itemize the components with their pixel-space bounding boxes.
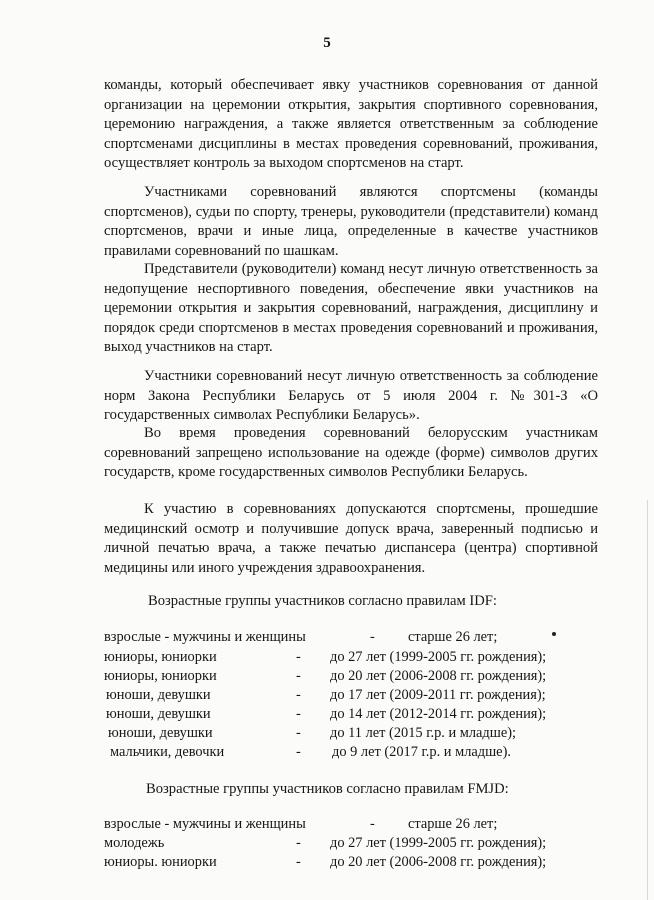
paragraph-medical-admission: К участию в соревнованиях допускаются спортсмены, прошедшие медицинский осмотр и получившие допуск врача, заверенный подписью и личной печатью врача, а также печатью диспансера (центра) спортивной медицины или иного учреждения здравоохранения.: [104, 501, 598, 576]
age-group-range: до 20 лет (2006-2008 гг. рождения);: [330, 668, 547, 684]
age-group-name: юноши, девушки: [106, 706, 211, 722]
age-group-dash: -: [296, 687, 301, 703]
age-group-dash: -: [370, 816, 375, 832]
age-group-dash: -: [296, 725, 301, 741]
age-group-range: до 11 лет (2015 г.р. и младше);: [330, 725, 517, 741]
age-group-name: мальчики, девочки: [110, 744, 225, 760]
scan-edge-line: [647, 500, 648, 900]
idf-age-groups-title: Возрастные группы участников согласно правилам IDF:: [148, 593, 497, 609]
age-group-name: взрослые - мужчины и женщины: [104, 816, 306, 832]
paragraph-symbols-on-clothing: Во время проведения соревнований белорусским участникам соревнований запрещено использование на одежде (форме) символов других государств, кроме государственных символов Республики Беларусь.: [104, 425, 598, 481]
age-group-range: до 14 лет (2012-2014 гг. рождения);: [330, 706, 547, 722]
age-group-range: старше 26 лет;: [408, 816, 498, 832]
age-group-dash: -: [296, 668, 301, 684]
age-group-range: до 27 лет (1999-2005 гг. рождения);: [330, 649, 547, 665]
age-group-range: до 27 лет (1999-2005 гг. рождения);: [330, 835, 547, 851]
age-group-dash: -: [370, 629, 375, 645]
paragraph-team-responsibility: команды, который обеспечивает явку участников соревнования от данной организации на церемонии открытия, закрытия спортивного соревнования, церемонию награждения, а также является ответственным за соблюдение спортсменами дисциплины в местах проведения соревнований, проживания, осуществляет контроль за выходом спортсменов на старт.: [104, 77, 598, 172]
age-group-name: молодежь: [104, 835, 165, 851]
age-group-name: юноши, девушки: [106, 687, 211, 703]
paragraph-participants: Участниками соревнований являются спортсмены (команды спортсменов), судьи по спорту, тренеры, руководители (представители) команд спортсменов, врачи и иные лица, определенные в качестве участников правилами соревнований по шашкам.: [104, 184, 598, 259]
age-group-name: взрослые - мужчины и женщины: [104, 629, 306, 645]
age-group-dash: -: [296, 706, 301, 722]
page-number: 5: [323, 35, 331, 51]
age-group-range: до 20 лет (2006-2008 гг. рождения);: [330, 854, 547, 870]
age-group-name: юниоры, юниорки: [104, 668, 217, 684]
paragraph-representatives: Представители (руководители) команд несут личную ответственность за недопущение неспортивного поведения, обеспечение явки участников на церемонии открытия и закрытия соревнований, награждения, дисциплину и порядок среди спортсменов в местах проведения соревнований и проживания, выход участников на старт.: [104, 261, 598, 356]
age-group-dash: -: [296, 835, 301, 851]
age-group-dash: -: [296, 744, 301, 760]
age-group-name: юноши, девушки: [108, 725, 213, 741]
age-group-range: до 9 лет (2017 г.р. и младше).: [332, 744, 511, 760]
paragraph-state-symbols-law: Участники соревнований несут личную ответственность за соблюдение норм Закона Республики Беларусь от 5 июля 2004 г. №301-З «О государственных символах Республики Беларусь».: [104, 368, 598, 424]
fmjd-age-groups-title: Возрастные группы участников согласно правилам FMJD:: [146, 781, 509, 797]
age-group-range: до 17 лет (2009-2011 гг. рождения);: [330, 687, 546, 703]
age-group-name: юниоры, юниорки: [104, 649, 217, 665]
age-group-dash: -: [296, 854, 301, 870]
age-group-dash: -: [296, 649, 301, 665]
age-group-name: юниоры. юниорки: [104, 854, 217, 870]
age-group-range: старше 26 лет;: [408, 629, 498, 645]
ink-dot-mark: [552, 632, 556, 636]
